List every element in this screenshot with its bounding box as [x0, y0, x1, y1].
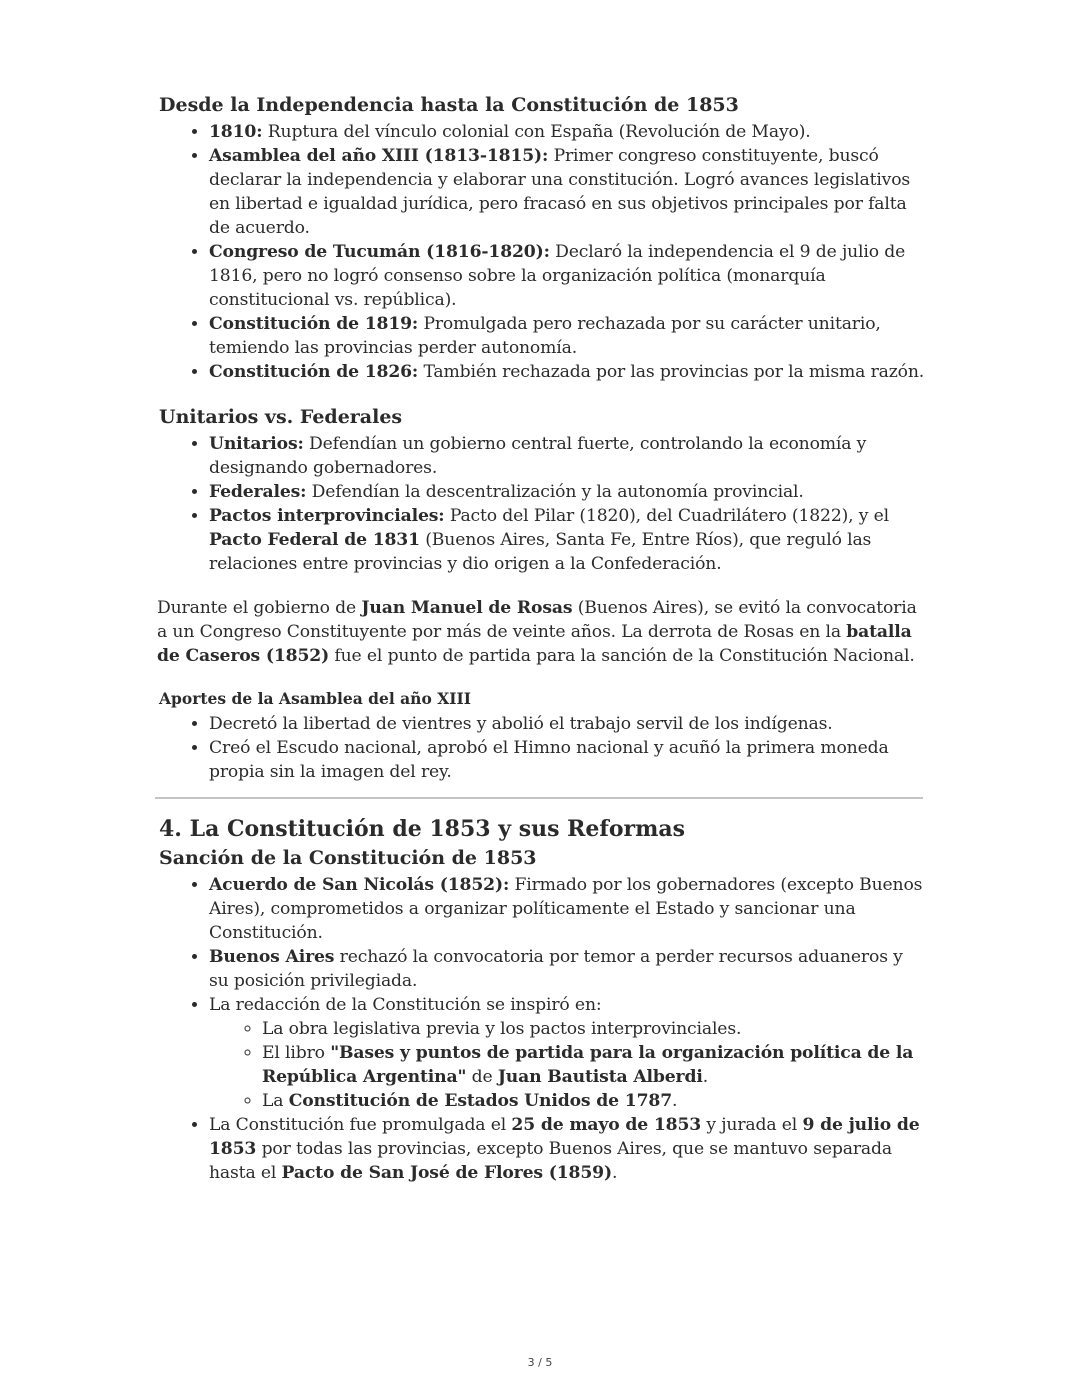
- list-item: • Buenos Aires rechazó la convocatoria por temor a perder recursos aduaneros y su posición privilegiada.: [209, 945, 927, 993]
- section-heading-independencia: Desde la Independencia hasta la Constitución de 1853: [159, 94, 739, 116]
- independencia-list: [157, 120, 927, 384]
- page-number: 3 / 5: [527, 1356, 553, 1369]
- document-page: [157, 92, 927, 1185]
- sub-list-item: ◦ La obra legislativa previa y los pactos interprovinciales.: [262, 1017, 927, 1041]
- section-heading-aportes: Aportes de la Asamblea del año XIII: [159, 689, 471, 708]
- list-item: • 1810: Ruptura del vínculo colonial con España (Revolución de Mayo).: [209, 120, 927, 144]
- sub-list-item: ◦ La Constitución de Estados Unidos de 1787.: [262, 1089, 927, 1113]
- section-heading-unitarios-federales: Unitarios vs. Federales: [159, 406, 403, 428]
- rosas-paragraph: Durante el gobierno de Juan Manuel de Rosas (Buenos Aires), se evitó la convocatoria a un Congreso Constituyente por más de veinte años. La derrota de Rosas en la batalla de Caseros (1852) fue el punto de partida para la sanción de la Constitución Nacional.: [157, 598, 917, 666]
- list-item: • La redacción de la Constitución se inspiró en: ◦ La obra legislativa previa y los pactos interprovinciales. ◦ El libro "Bases y puntos de partida para la organización política de la República Argentina" de Juan Bautista Alberdi. ◦ La Constitución de Estados Unidos de 1787.: [209, 993, 927, 1113]
- inspiration-sublist: [209, 1017, 927, 1113]
- list-item: • Constitución de 1826: También rechazada por las provincias por la misma razón.: [209, 360, 927, 384]
- sub-list-item: ◦ El libro "Bases y puntos de partida para la organización política de la República Argentina" de Juan Bautista Alberdi.: [262, 1041, 927, 1089]
- list-item: • Constitución de 1819: Promulgada pero rechazada por su carácter unitario, temiendo las provincias perder autonomía.: [209, 312, 927, 360]
- list-item: • Pactos interprovinciales: Pacto del Pilar (1820), del Cuadrilátero (1822), y el Pacto Federal de 1831 (Buenos Aires, Santa Fe, Entre Ríos), que reguló las relaciones entre provincias y dio origen a la Confederación.: [209, 504, 927, 576]
- list-item: • Federales: Defendían la descentralización y la autonomía provincial.: [209, 480, 927, 504]
- aportes-list: [157, 712, 927, 784]
- list-item: • La Constitución fue promulgada el 25 de mayo de 1853 y jurada el 9 de julio de 1853 por todas las provincias, excepto Buenos Aires, que se mantuvo separada hasta el Pacto de San José de Flores (1859).: [209, 1113, 927, 1185]
- section-divider: [155, 797, 923, 799]
- list-item: • Congreso de Tucumán (1816-1820): Declaró la independencia el 9 de julio de 1816, pero no logró consenso sobre la organización política (monarquía constitucional vs. república).: [209, 240, 927, 312]
- list-item: • Asamblea del año XIII (1813-1815): Primer congreso constituyente, buscó declarar la independencia y elaborar una constitución. Logró avances legislativos en libertad e igualdad jurídica, pero fracasó en sus objetivos principales por falta de acuerdo.: [209, 144, 927, 240]
- chapter-title: 4. La Constitución de 1853 y sus Reformas: [159, 816, 686, 842]
- list-item: • Creó el Escudo nacional, aprobó el Himno nacional y acuñó la primera moneda propia sin la imagen del rey.: [209, 736, 927, 784]
- list-item: • Acuerdo de San Nicolás (1852): Firmado por los gobernadores (excepto Buenos Aires), comprometidos a organizar políticamente el Estado y sancionar una Constitución.: [209, 873, 927, 945]
- sancion-list: [157, 873, 927, 1185]
- section-heading-sancion: Sanción de la Constitución de 1853: [159, 847, 537, 869]
- list-item: • Decretó la libertad de vientres y abolió el trabajo servil de los indígenas.: [209, 712, 927, 736]
- unitarios-federales-list: [157, 432, 927, 576]
- list-item: • Unitarios: Defendían un gobierno central fuerte, controlando la economía y designando gobernadores.: [209, 432, 927, 480]
